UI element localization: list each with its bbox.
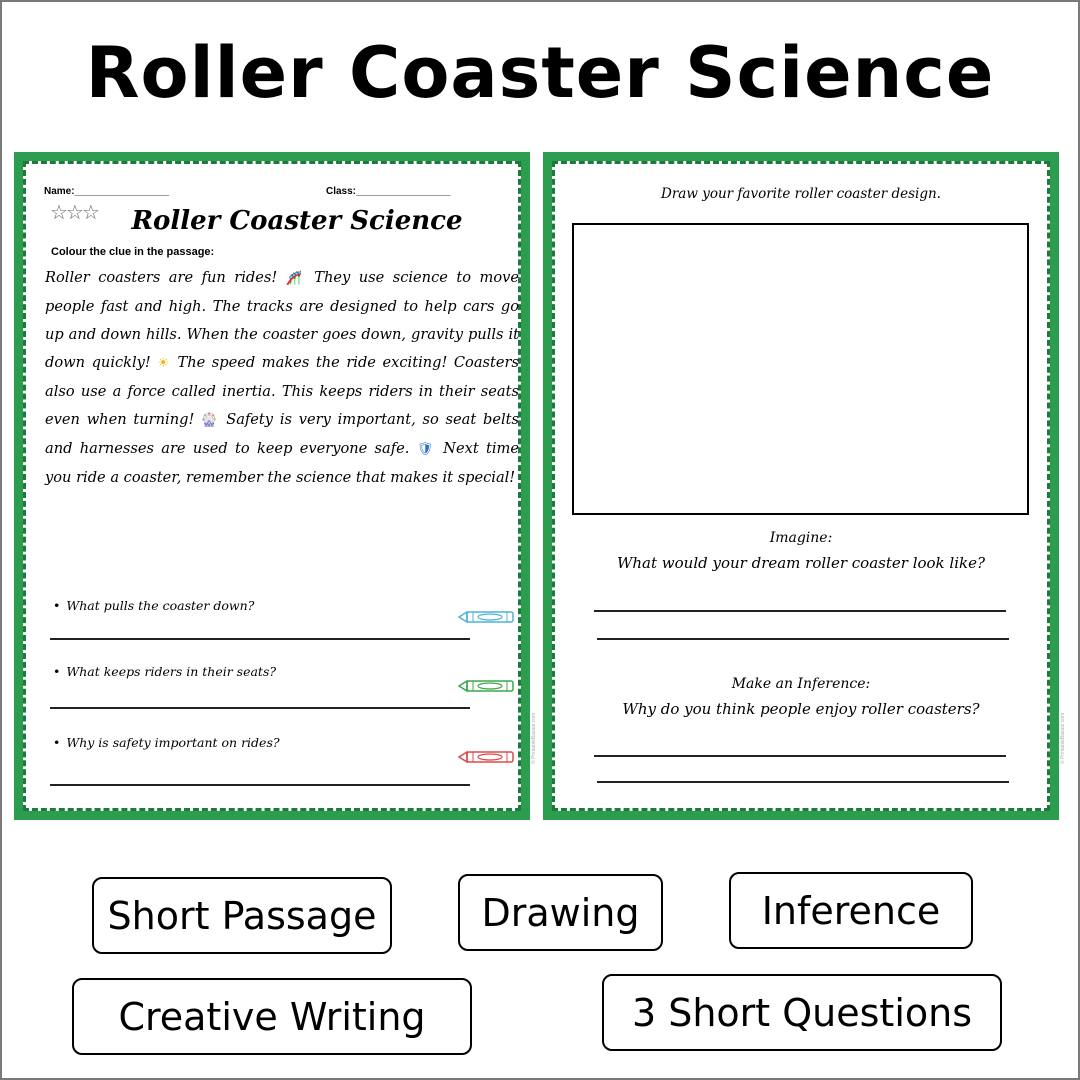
question-text: What keeps riders in their seats? [66,664,277,679]
watermark: © PrintableBazaar.com [1060,712,1066,764]
tag-drawing: Drawing [458,874,663,951]
question-text: What pulls the coaster down? [66,598,255,613]
instruction-text: Colour the clue in the passage: [51,246,215,258]
drawing-box[interactable] [572,223,1029,515]
blue-crayon-icon [457,609,517,625]
watermark: © PrintableBazaar.com [531,712,537,764]
tag-short-passage: Short Passage [92,877,392,954]
imagine-label: Imagine: [769,530,833,546]
rating-stars-icon: ☆☆☆ [50,202,98,224]
page-title: Roller Coaster Science [85,32,995,114]
green-crayon-icon [457,678,517,694]
drawing-worksheet [543,152,1066,820]
passage-text: They use science to move people fast and high. The tracks are designed to help cars go up and down hills. When the coaster goes down, gravity pulls it down quickly! [45,269,519,371]
ferris-wheel-icon: 🎡 [201,413,220,428]
sun-icon: ☀ [157,356,171,371]
answer-line-1[interactable] [50,638,470,640]
drawing-prompt: Draw your favorite roller coaster design. [661,186,941,202]
inference-label: Make an Inference: [731,676,871,692]
writing-line-4[interactable] [597,781,1009,783]
question-2 [53,664,276,679]
passage-text: Next time you ride a coaster, remember the science that makes it special! [45,440,519,486]
shield-icon: 🛡 [416,442,436,457]
passage-worksheet-page [23,161,537,811]
inference-question: Why do you think people enjoy roller coasters? [622,700,980,718]
bullet-icon: • [53,598,61,613]
tag-3-short-questions: 3 Short Questions [602,974,1002,1051]
question-text: Why is safety important on rides? [66,735,280,750]
red-crayon-icon [457,749,517,765]
passage-text: The speed makes the ride exciting! Coasters also use a force called inertia. This keeps riders in their seats even when turning! [45,354,520,428]
tag-creative-writing: Creative Writing [72,978,472,1055]
class-field-label: Class:_________________ [326,186,451,197]
bullet-icon: • [53,735,61,750]
name-field-label: Name:_________________ [44,186,170,197]
passage-text: Safety is very important, so seat belts and harnesses are used to keep everyone safe. [45,411,520,457]
drawing-worksheet-page [552,161,1066,811]
bullet-icon: • [53,664,61,679]
writing-line-3[interactable] [594,755,1006,757]
question-1 [53,598,254,613]
worksheet-title: Roller Coaster Science [131,206,463,236]
passage-worksheet [14,152,537,820]
answer-line-3[interactable] [50,784,470,786]
tag-inference: Inference [729,872,973,949]
reading-passage [45,264,519,492]
question-3 [53,735,280,750]
roller-coaster-icon: 🎢 [285,271,306,286]
writing-line-2[interactable] [597,638,1009,640]
imagine-question: What would your dream roller coaster look like? [616,554,986,572]
writing-line-1[interactable] [594,610,1006,612]
answer-line-2[interactable] [50,707,470,709]
passage-text: Roller coasters are fun rides! [45,269,286,286]
